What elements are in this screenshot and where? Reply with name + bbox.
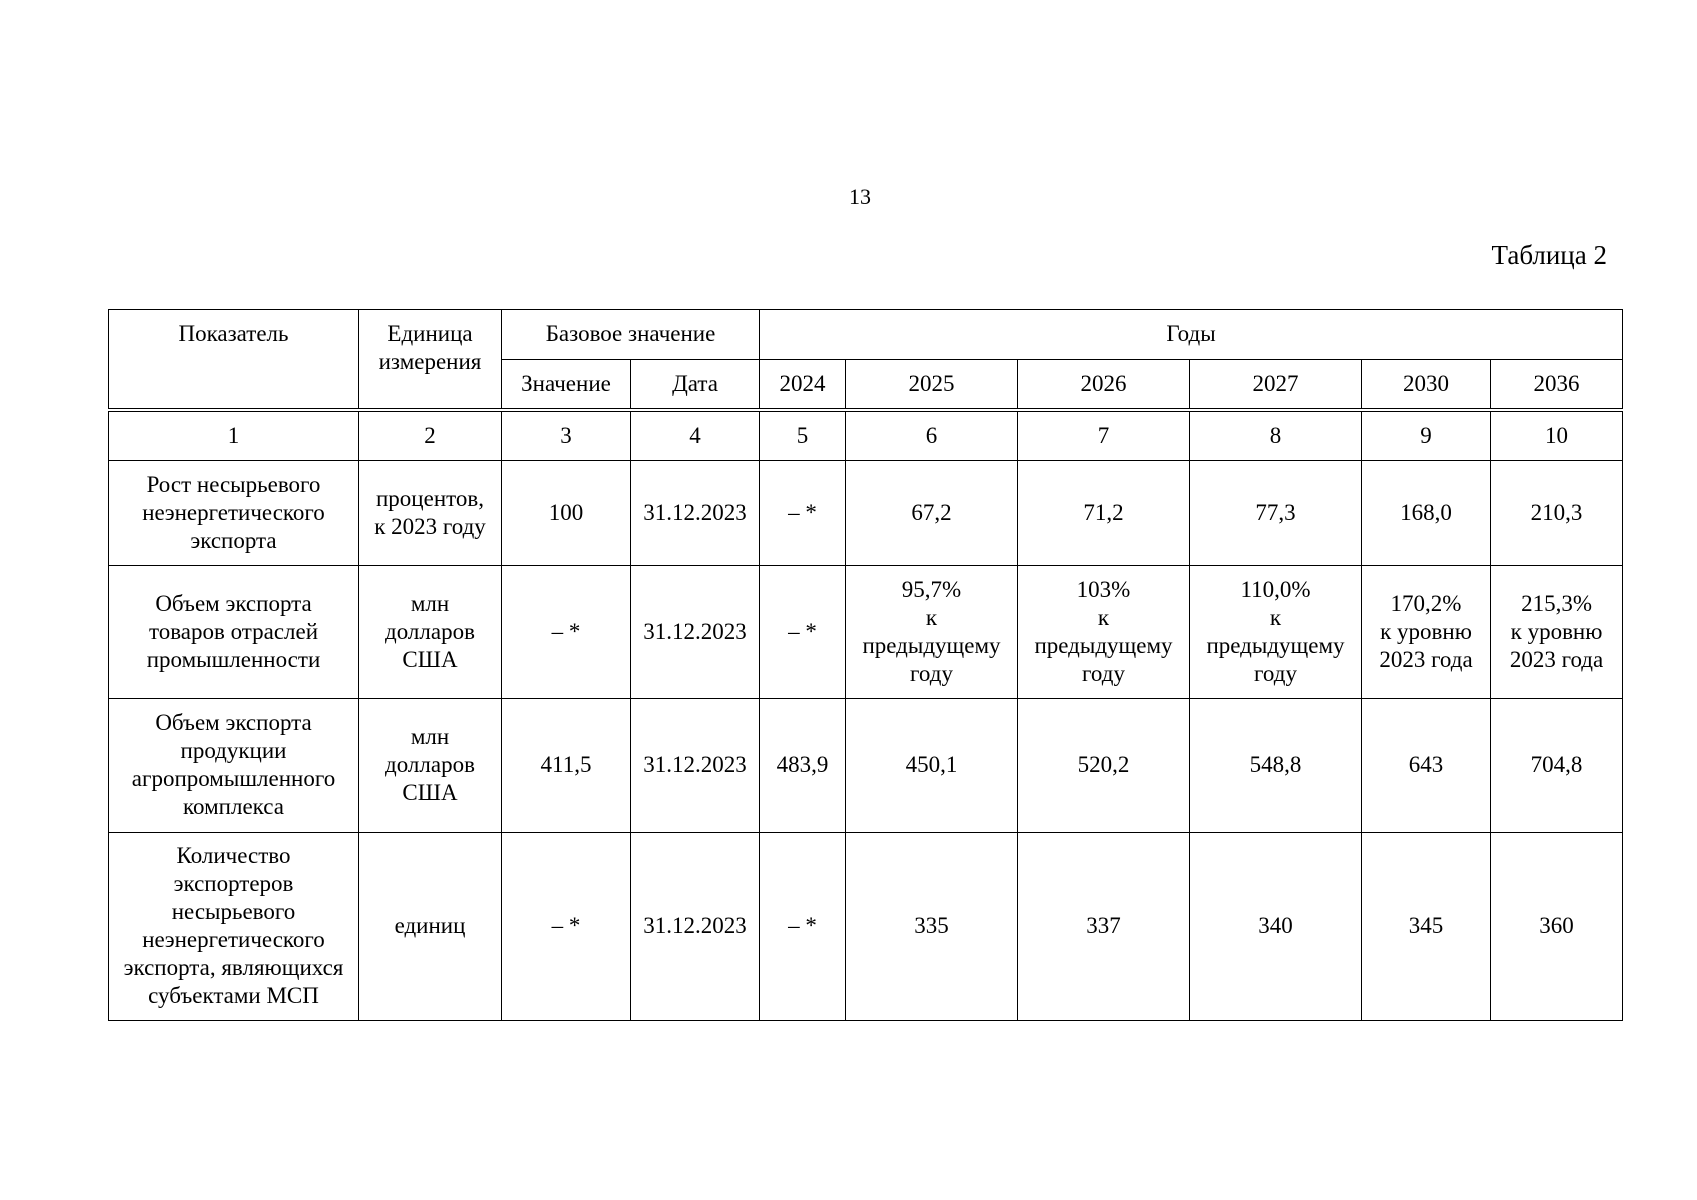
row-value-2024: – * [760,565,846,698]
row-value-2030: 170,2% к уровню 2023 года [1362,565,1491,698]
header-indicator: Показатель [109,310,359,410]
row-value-2030: 168,0 [1362,460,1491,565]
row-value-2036: 360 [1491,832,1623,1020]
column-number: 9 [1362,410,1491,461]
row-value-2027: 77,3 [1190,460,1362,565]
header-year-2036: 2036 [1491,360,1623,410]
header-date: Дата [631,360,760,410]
row-value-2027: 340 [1190,832,1362,1020]
row-unit: млн долларов США [359,698,502,832]
column-number: 8 [1190,410,1362,461]
column-number: 4 [631,410,760,461]
row-unit: единиц [359,832,502,1020]
column-number: 5 [760,410,846,461]
row-value-2036: 704,8 [1491,698,1623,832]
row-value-2026: 520,2 [1018,698,1190,832]
row-value-2030: 345 [1362,832,1491,1020]
row-base-date: 31.12.2023 [631,460,760,565]
table-row [109,832,1623,1020]
row-value-2030: 643 [1362,698,1491,832]
row-base-value: – * [502,832,631,1020]
header-year-2025: 2025 [846,360,1018,410]
header-year-2026: 2026 [1018,360,1190,410]
row-value-2025: 95,7% к предыдущему году [846,565,1018,698]
header-year-2030: 2030 [1362,360,1491,410]
row-value-2025: 450,1 [846,698,1018,832]
row-value-2026: 71,2 [1018,460,1190,565]
row-value-2024: 483,9 [760,698,846,832]
row-value-2026: 103% к предыдущему году [1018,565,1190,698]
column-number: 1 [109,410,359,461]
table-row [109,698,1623,832]
row-value-2036: 215,3% к уровню 2023 года [1491,565,1623,698]
row-unit: млн долларов США [359,565,502,698]
table-caption: Таблица 2 [1491,240,1607,270]
column-number: 3 [502,410,631,461]
column-number: 6 [846,410,1018,461]
row-base-value: 411,5 [502,698,631,832]
page-number: 13 [849,184,871,209]
row-indicator: Объем экспорта продукции агропромышленного комплекса [109,698,359,832]
header-years: Годы [760,310,1623,360]
header-value: Значение [502,360,631,410]
header-base-value: Базовое значение [502,310,760,360]
row-indicator: Рост несырьевого неэнергетического экспорта [109,460,359,565]
column-number: 10 [1491,410,1623,461]
header-unit: Единица измерения [359,310,502,410]
column-number: 7 [1018,410,1190,461]
row-unit: процентов, к 2023 году [359,460,502,565]
table-row [109,565,1623,698]
row-base-date: 31.12.2023 [631,565,760,698]
row-base-date: 31.12.2023 [631,832,760,1020]
column-number: 2 [359,410,502,461]
row-indicator: Количество экспортеров несырьевого неэнергетического экспорта, являющихся субъектами МСП [109,832,359,1020]
column-numbers-row [109,410,1623,461]
row-value-2025: 67,2 [846,460,1018,565]
row-value-2027: 548,8 [1190,698,1362,832]
row-base-date: 31.12.2023 [631,698,760,832]
header-year-2024: 2024 [760,360,846,410]
header-year-2027: 2027 [1190,360,1362,410]
indicators-table [108,309,1623,1021]
table-row [109,460,1623,565]
row-value-2036: 210,3 [1491,460,1623,565]
row-value-2027: 110,0% к предыдущему году [1190,565,1362,698]
row-value-2026: 337 [1018,832,1190,1020]
row-value-2024: – * [760,460,846,565]
row-base-value: – * [502,565,631,698]
row-value-2025: 335 [846,832,1018,1020]
row-indicator: Объем экспорта товаров отраслей промышленности [109,565,359,698]
row-value-2024: – * [760,832,846,1020]
row-base-value: 100 [502,460,631,565]
